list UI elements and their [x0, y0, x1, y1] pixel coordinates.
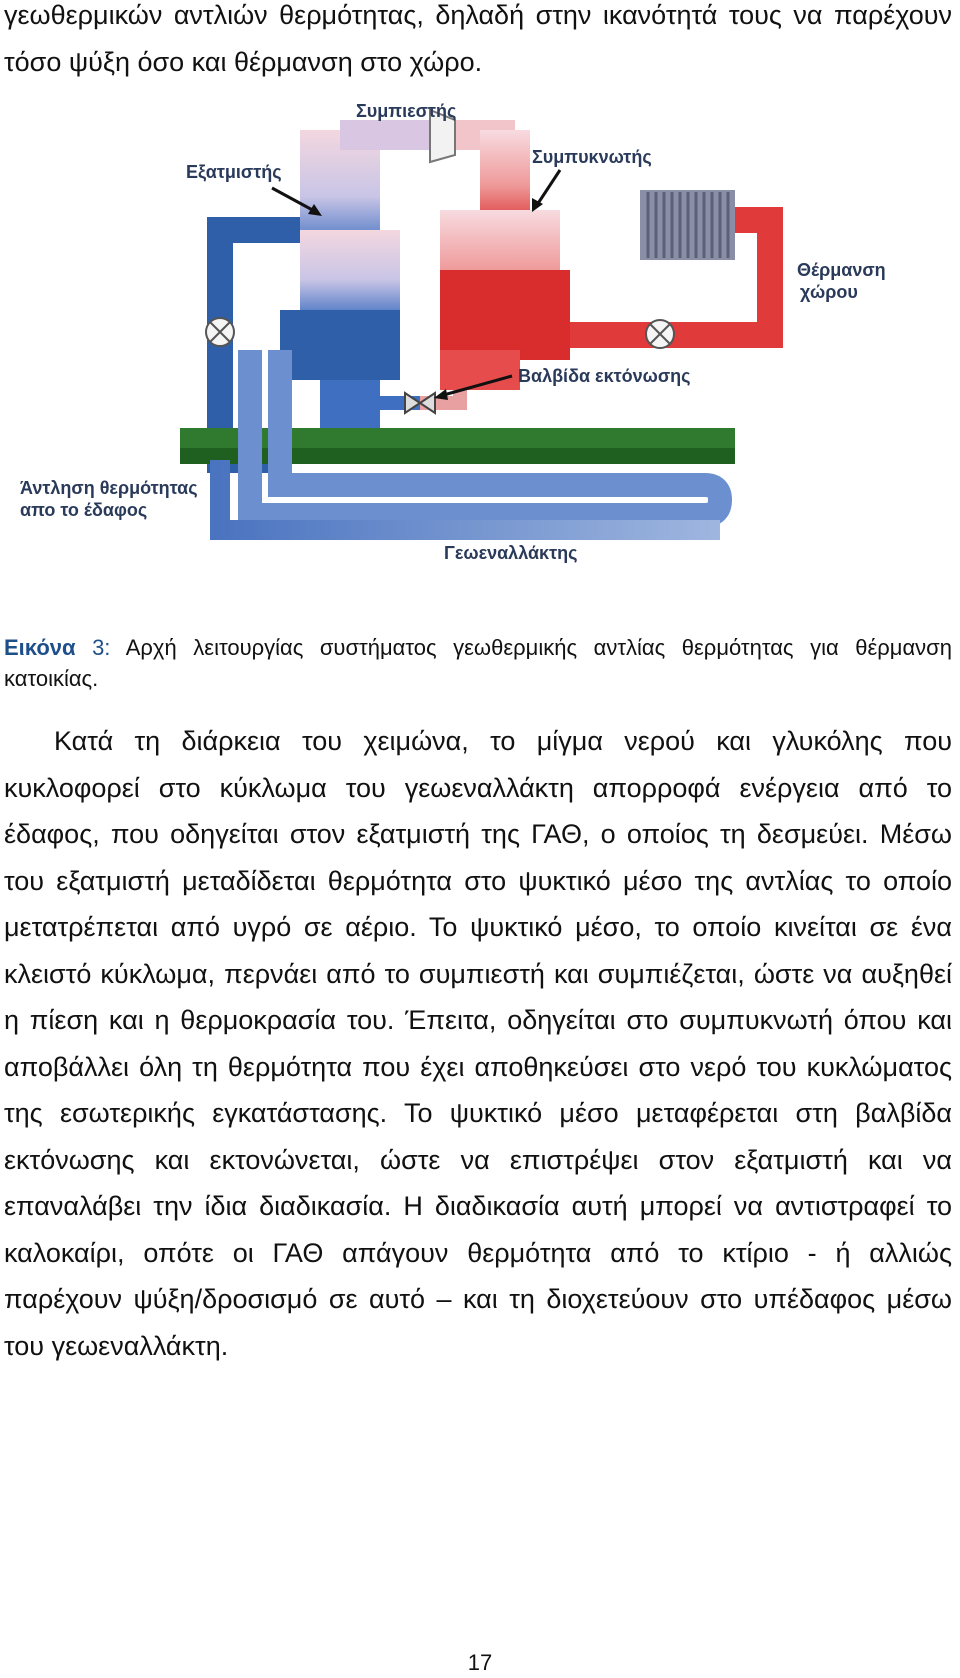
heating-valve-icon [646, 320, 674, 348]
ground-pumping-label: Άντληση θερμότητας [20, 478, 198, 498]
compressor-label: Συμπιεστής [356, 101, 457, 121]
space-heating-label: Θέρμανση [797, 260, 886, 280]
space-heating-label: χώρου [800, 282, 858, 302]
compressor-pipe [340, 120, 435, 150]
caption-number: 3: [75, 635, 111, 660]
evaporator-body [300, 230, 400, 320]
condenser-body [440, 270, 570, 360]
ground-valve-icon [206, 318, 234, 346]
caption-text: Αρχή λειτουργίας συστήματος γεωθερμικής αντλίας θερμότητας για θέρμανση κατοικίας. [4, 635, 952, 691]
condenser-label: Συμπυκνωτής [532, 147, 652, 167]
evaporator-label: Εξατμιστής [186, 162, 282, 182]
caption-label: Εικόνα [4, 635, 76, 660]
ground-grass [180, 448, 735, 464]
ground-pumping-label: απο το έδαφος [20, 500, 148, 520]
evaporator-body [280, 310, 400, 380]
figure-caption [4, 632, 952, 694]
heat-pump-diagram [0, 100, 960, 610]
radiator-icon [640, 190, 735, 260]
ground-exchanger-label: Γεωεναλλάκτης [444, 543, 578, 563]
expansion-valve-label: Βαλβίδα εκτόνωσης [518, 366, 691, 386]
page-number: 17 [467, 1650, 493, 1675]
body-paragraph: Κατά τη διάρκεια του χειμώνα, το μίγμα νερού και γλυκόλης που κυκλοφορεί στο κύκλωμα του γεωεναλλάκτη απορροφά ενέργεια από το έδαφος, που οδηγείται στον εξατμιστή της ΓΑΘ, ο οποίος τη δεσμεύει. Μέσω του εξατμιστή μεταδίδεται θερμότητα στο ψυκτικό μέσο της αντλίας το οποίο μετατρέπεται από υγρό σε αέριο. Το ψυκτικό μέσο, το οποίο κινείται σε ένα κλειστό κύκλωμα, περνάει από το συμπιεστή και συμπιέζεται, ώστε να αυξηθεί η πίεση και η θερμοκρασία του. Έπειτα, οδηγείται στο συμπυκνωτή όπου και αποβάλλει όλη τη θερμότητα που έχει αποθηκεύσει στο νερό του κυκλώματος της εσωτερικής εγκατάστασης. Το ψυκτικό μέσο μεταφέρεται στη βαλβίδα εκτόνωσης και εκτονώνεται, ώστε να επιστρέψει στον εξατμιστή και να επαναλάβει την ίδια διαδικασία. Η διαδικασία αυτή μπορεί να αντιστραφεί το καλοκαίρι, οπότε οι ΓΑΘ απάγουν θερμότητα από το κτίριο - ή αλλιώς παρέχουν ψύξη/δροσισμό σε αυτό – και τη διοχετεύουν στο υπέδαφος μέσω του γεωεναλλάκτη. [4, 726, 952, 1361]
top-paragraph: γεωθερμικών αντλιών θερμότητας, δηλαδή στην ικανότητά τους να παρέχουν τόσο ψύξη όσο και θέρμανση στο χώρο. [4, 0, 952, 77]
